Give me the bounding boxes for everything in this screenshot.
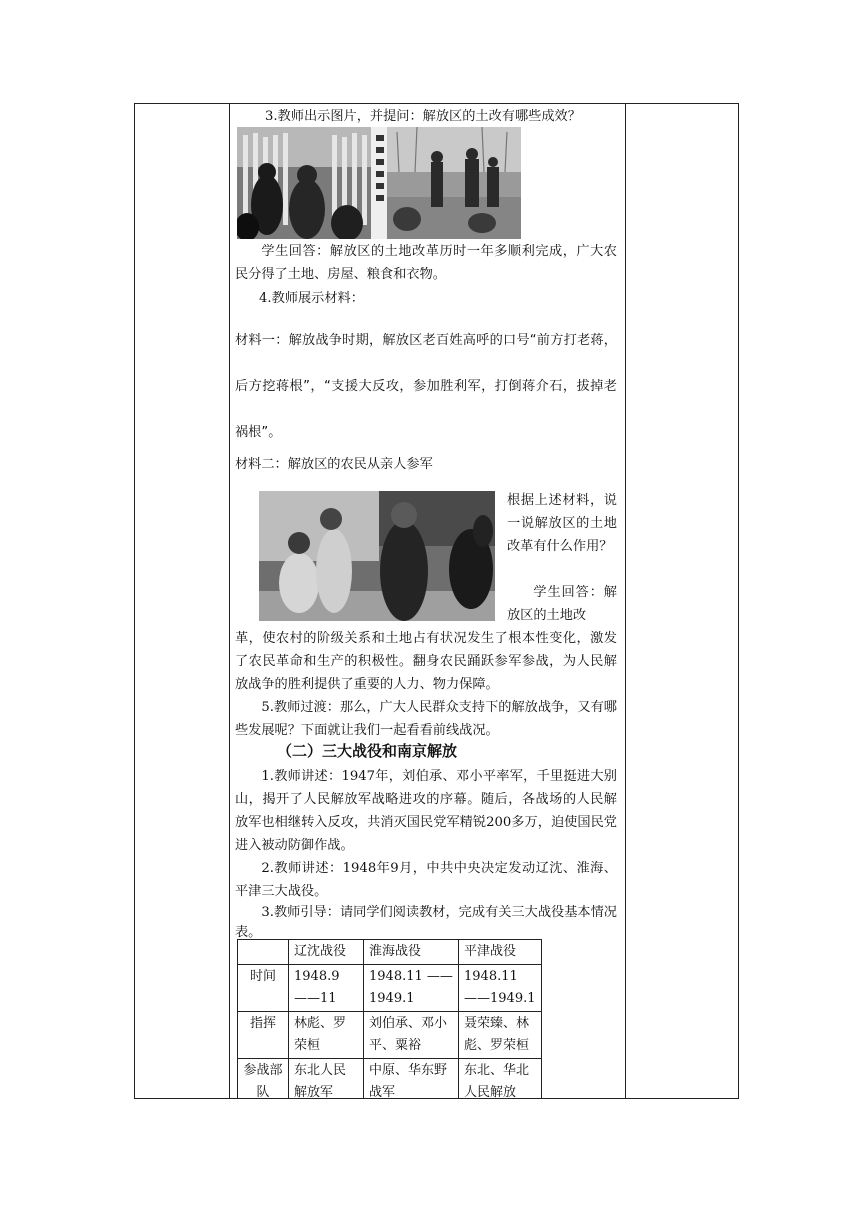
battle-table-header [238, 940, 542, 965]
row-label: 参战部队 [238, 1059, 289, 1099]
table-cell: 1948.11——1949.1 [459, 965, 542, 1012]
table-cell: 东北、华北人民解放 [459, 1059, 542, 1099]
step4-label: 4.教师展示材料： [259, 291, 364, 306]
table-border-right [738, 103, 739, 1098]
lecture-2: 2.教师讲述：1948年9月，中共中央决定发动辽沈、淮海、平津三大战役。 [235, 861, 617, 899]
table-border-left [134, 103, 135, 1098]
header-cell-huaihai: 淮海战役 [364, 940, 459, 965]
battle-table [237, 939, 542, 1098]
material-2: 材料二：解放区的农民从亲人参军 [235, 457, 433, 472]
table-border-col2 [625, 103, 626, 1098]
lecture-3: 3.教师引导：请同学们阅读教材，完成有关三大战役基本情况表。 [235, 905, 617, 940]
table-cell: 东北人民解放军 [289, 1059, 364, 1099]
table-cell: 聂荣臻、林彪、罗荣桓 [459, 1012, 542, 1059]
step3-question: 3.教师出示图片，并提问：解放区的土改有哪些成效？ [265, 109, 581, 124]
table-border-col1 [229, 103, 230, 1098]
content-cell [235, 103, 621, 1098]
student-answer-2-rest: 革，使农村的阶级关系和土地占有状况发生了根本性变化，激发了农民革命和生产的积极性。翻身农民踊跃参军参战，为人民解放战争的胜利提供了重要的人力、物力保障。 [235, 631, 617, 692]
row-label: 指挥 [238, 1012, 289, 1059]
header-cell-liaoshen: 辽沈战役 [289, 940, 364, 965]
section-heading-2: （二）三大战役和南京解放 [277, 742, 458, 760]
table-bottom-border [134, 1098, 739, 1099]
table-cell: 1948.9——11 [289, 965, 364, 1012]
table-row [238, 965, 542, 1012]
table-cell: 刘伯承、邓小平、粟裕 [364, 1012, 459, 1059]
table-cell: 1948.11 ——1949.1 [364, 965, 459, 1012]
table-row [238, 1012, 542, 1059]
student-answer-2-start: 学生回答：解放区的土地改 [507, 585, 617, 623]
lecture-1: 1.教师讲述：1947年，刘伯承、邓小平率军，千里挺进大别山，揭开了人民解放军战略进攻的序幕。随后，各战场的人民解放军也相继转入反攻，共消灭国民党军精锐200多万，迫使国民党进入被动防御作战。 [235, 769, 617, 853]
row-label: 时间 [238, 965, 289, 1012]
enlistment-photo [259, 491, 495, 621]
header-cell-blank [238, 940, 289, 965]
table-cell: 中原、华东野战军 [364, 1059, 459, 1099]
side-question: 根据上述材料，说一说解放区的土地改革有什么作用？ [507, 493, 617, 554]
student-answer-1: 学生回答：解放区的土地改革历时一年多顺利完成，广大农民分得了土地、房屋、粮食和衣物。 [235, 244, 617, 282]
land-survey-photo [387, 127, 521, 239]
table-row [238, 1059, 542, 1099]
step5-transition: 5.教师过渡：那么，广大人民群众支持下的解放战争，又有哪些发展呢？下面就让我们一起看看前线战况。 [235, 700, 617, 738]
land-law-wall-photo [237, 127, 382, 239]
table-cell: 林彪、罗荣桓 [289, 1012, 364, 1059]
material-1: 材料一：解放战争时期，解放区老百姓高呼的口号“前方打老蒋，后方挖蒋根”，“支援大反攻，参加胜利军，打倒蒋介石，拔掉老祸根”。 [235, 333, 617, 440]
header-cell-pingjin: 平津战役 [459, 940, 542, 965]
